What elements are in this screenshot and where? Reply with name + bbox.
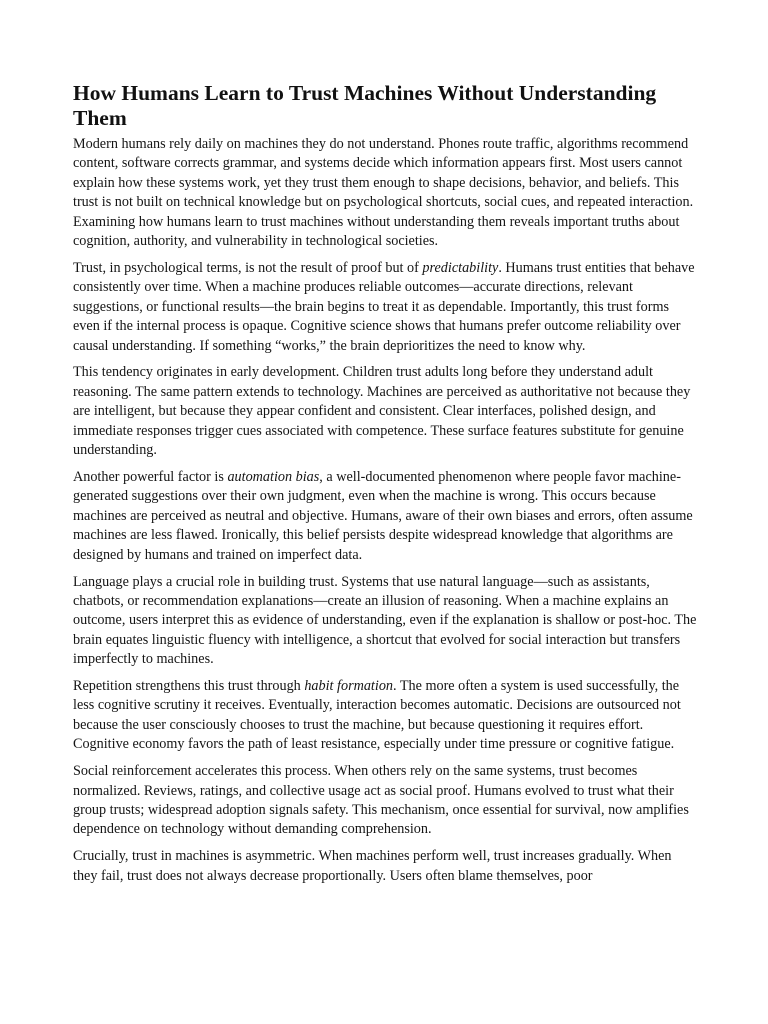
paragraph-text: Crucially, trust in machines is asymmetric. When machines perform well, trust increases gradually. When they fail, trust does not always decrease proportionally. Users often blame themselves, poor — [73, 848, 672, 884]
paragraph-text: Trust, in psychological terms, is not the result of proof but of — [73, 259, 423, 276]
document-page — [73, 81, 697, 894]
emphasis-term: habit formation — [304, 678, 394, 695]
paragraph-intro — [73, 135, 697, 251]
paragraph-text: Another powerful factor is — [73, 469, 228, 485]
paragraph-text: Repetition strengthens this trust through — [73, 678, 305, 695]
paragraph-habit — [73, 677, 697, 755]
paragraph-text: Language plays a crucial role in building trust. Systems that use natural language—such as assistants, chatbots, or recommendation explanations—create an illusion of reasoning. When a machine explains an outcome, users interpret this as evidence of understanding, even if the explanation is shallow or post-hoc. The brain equates linguistic fluency with intelligence, a shortcut that evolved for social interaction but transfers imperfectly to machines. — [73, 573, 697, 668]
paragraph-text: . The more often a system is used successfully, the less cognitive scrutiny it receives. Eventually, interaction becomes automatic. Decisions are outsourced not because the user consciously chooses to trust the machine, but because questioning it requires effort. Cognitive economy favors the path of least resistance, especially under time pressure or cognitive fatigue. — [73, 678, 681, 753]
paragraph-automation-bias — [73, 468, 697, 565]
paragraph-language — [73, 573, 697, 670]
paragraph-text: . Humans trust entities that behave consistently over time. When a machine produces reliable outcomes—accurate directions, relevant suggestions, or functional results—the brain begins to treat it as dependable. Importantly, this trust forms even if the internal process is opaque. Cognitive science shows that humans prefer outcome reliability over causal understanding. If something “works,” the brain deprioritizes the need to know why. — [73, 259, 695, 354]
paragraph-predictability — [73, 259, 697, 356]
paragraph-social — [73, 762, 697, 840]
paragraph-text: This tendency originates in early development. Children trust adults long before they understand adult reasoning. The same pattern extends to technology. Machines are perceived as authoritative not because they are intelligent, but because they appear confident and consistent. Clear interfaces, polished design, and immediate responses trigger cues associated with competence. These surface features substitute for genuine understanding. — [73, 364, 691, 459]
paragraph-text: Modern humans rely daily on machines they do not understand. Phones route traffic, algorithms recommend content, software corrects grammar, and systems decide which information appears first. Most users cannot explain how these systems work, yet they trust them enough to shape decisions, behavior, and beliefs. This trust is not built on technical knowledge but on psychological shortcuts, social cues, and repeated interaction. Examining how humans learn to trust machines without understanding them reveals important truths about cognition, authority, and vulnerability in technological societies. — [73, 136, 694, 250]
paragraph-development — [73, 363, 697, 460]
paragraph-text: Social reinforcement accelerates this process. When others rely on the same systems, trust becomes normalized. Reviews, ratings, and collective usage act as social proof. Humans evolved to trust what their group trusts; widespread adoption signals safety. This mechanism, once essential for survival, now amplifies dependence on technology without demanding comprehension. — [73, 763, 689, 838]
emphasis-term: automation bias — [227, 469, 320, 485]
emphasis-term: predictability — [422, 259, 499, 276]
paragraph-asymmetry — [73, 847, 697, 886]
document-title: How Humans Learn to Trust Machines Without Understanding Them — [73, 81, 657, 130]
paragraph-text: , a well-documented phenomenon where people favor machine-generated suggestions over their own judgment, even when the machine is wrong. This occurs because machines are perceived as neutral and objective. Humans, aware of their own biases and errors, often assume machines are less flawed. Ironically, this belief persists despite widespread knowledge that algorithms are designed by humans and trained on imperfect data. — [73, 469, 693, 563]
